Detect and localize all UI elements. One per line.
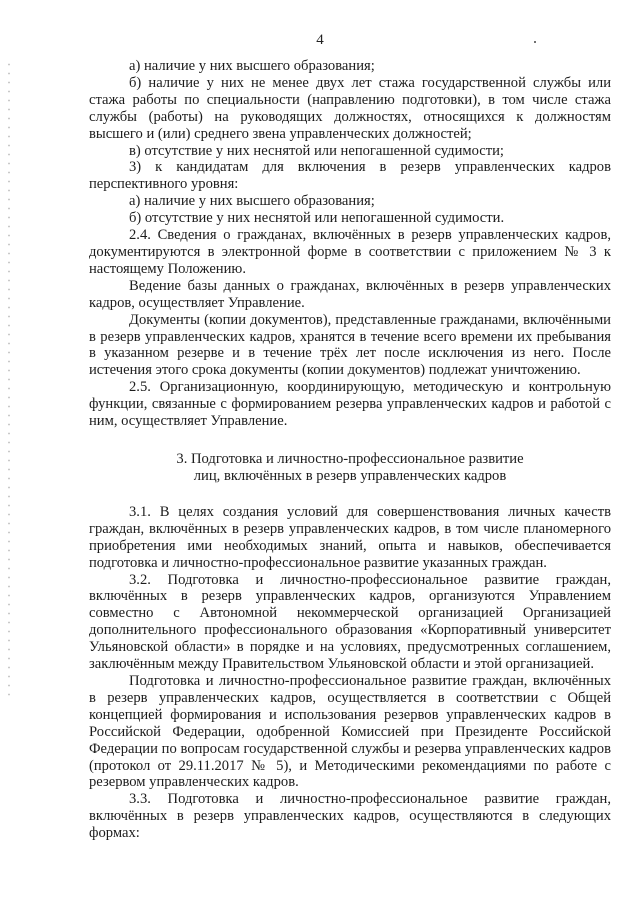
- section-heading-line: 3. Подготовка и личностно-профессиональное развитие: [176, 450, 524, 467]
- paragraph: 3) к кандидатам для включения в резерв управленческих кадров перспективного уровня:: [89, 159, 611, 193]
- document-body: [89, 58, 611, 842]
- paragraph: б) отсутствие у них неснятой или непогашенной судимости.: [129, 210, 505, 227]
- paragraph: Документы (копии документов), представленные гражданами, включёнными в резерв управленческих кадров, хранятся в течение всего времени их пребывания в указанном резерве и в течение трёх лет после исключения из него. После истечения этого срока документы (копии документов) подлежат уничтожению.: [89, 311, 611, 379]
- paragraph: б) наличие у них не менее двух лет стажа государственной службы или стажа работы по специальности (направлению подготовки), в том числе стажа службы (работы) на руководящих должностях, относящихся к должностям высшего и (или) среднего звена управленческих должностей;: [89, 74, 611, 142]
- scan-margin-marks: [8, 60, 10, 700]
- paragraph: 3.2. Подготовка и личностно-профессиональное развитие граждан, включённых в резерв управленческих кадров, организуются Управлением совместно с Автономной некоммерческой организацией Организацией дополнительного профессионального образования «Корпоративный университет Ульяновской области» в порядке и на условиях, предусмотренных соглашением, заключённым между Правительством Ульяновской области и этой организацией.: [89, 571, 611, 673]
- paragraph: 3.3. Подготовка и личностно-профессиональное развитие граждан, включённых в резерв управленческих кадров, осуществляются в следующих формах:: [89, 791, 611, 842]
- page-number: 4: [316, 32, 324, 48]
- paragraph: Ведение базы данных о гражданах, включённых в резерв управленческих кадров, осуществляет Управление.: [89, 277, 611, 311]
- paragraph: а) наличие у них высшего образования;: [129, 58, 375, 74]
- paragraph: а) наличие у них высшего образования;: [129, 193, 375, 210]
- section-heading-line: лиц, включённых в резерв управленческих кадров: [193, 467, 507, 484]
- paragraph: 2.5. Организационную, координирующую, методическую и контрольную функции, связанные с формированием резерва управленческих кадров и работой с ним, осуществляет Управление.: [89, 379, 611, 430]
- paragraph: 3.1. В целях создания условий для совершенствования личных качеств граждан, включённых в резерв управленческих кадров, в том числе планомерного приобретения ими необходимых знаний, опыта и навыков, обеспечивается подготовка и личностно-профессиональное развитие указанных граждан.: [89, 503, 611, 571]
- paragraph: Подготовка и личностно-профессиональное развитие граждан, включённых в резерв управленческих кадров, осуществляется в соответствии с Общей концепцией формирования и использования резервов управленческих кадров в Российской Федерации, одобренной Комиссией при Президенте Российской Федерации по вопросам государственной службы и резерва управленческих кадров (протокол от 29.11.2017 № 5), и Методическими рекомендациями по работе с резервом управленческих кадров.: [89, 673, 611, 791]
- paragraph: в) отсутствие у них неснятой или непогашенной судимости;: [129, 142, 504, 159]
- section-heading: [89, 451, 611, 485]
- paragraph: 2.4. Сведения о гражданах, включённых в резерв управленческих кадров, документируются в электронной форме в соответствии с приложением № 3 к настоящему Положению.: [89, 227, 611, 277]
